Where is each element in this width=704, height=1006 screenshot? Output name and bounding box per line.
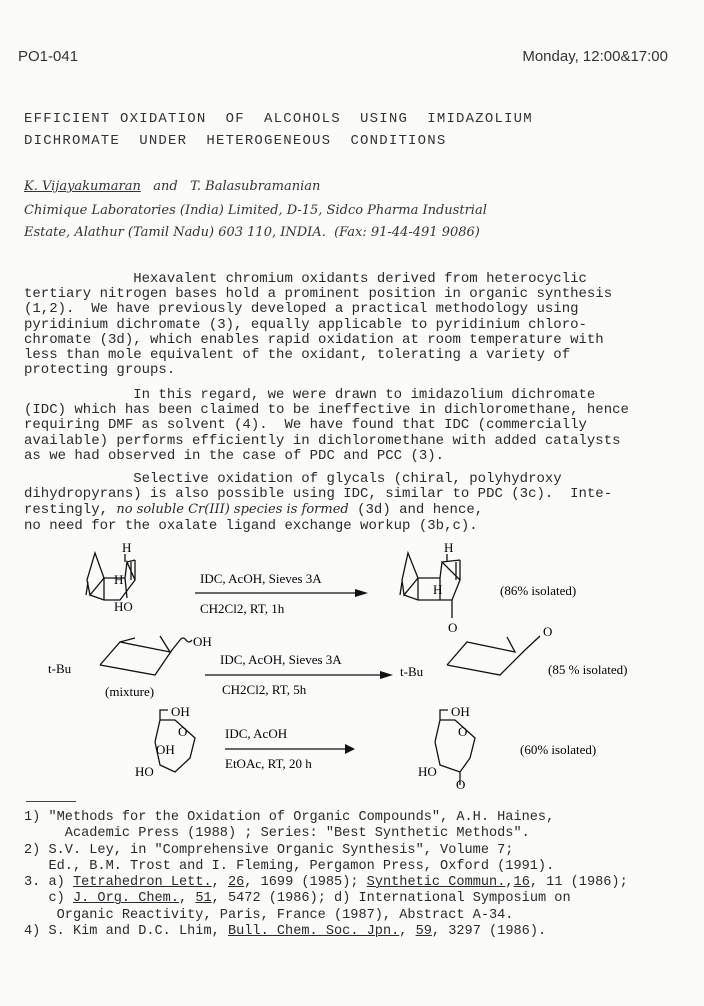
atom-label: OH bbox=[193, 634, 212, 649]
enone-pyranone-structure bbox=[435, 710, 475, 785]
text-line: available) performs efficiently in dichloromethane with added catalysts bbox=[24, 432, 621, 449]
reaction-scheme bbox=[0, 540, 704, 790]
volume: 26 bbox=[227, 875, 245, 891]
text-line: requiring DMF as solvent (4). We have found that IDC (commercially bbox=[24, 417, 587, 434]
text-line: (1,2). We have previously developed a practical methodology using bbox=[24, 301, 579, 318]
atom-label: H bbox=[114, 572, 124, 587]
text-line: tertiary nitrogen bases hold a prominent position in organic synthesis bbox=[24, 286, 613, 303]
affiliation bbox=[24, 200, 487, 244]
text-line: dihydropyrans) is also possible using IDC, similar to PDC (3c). Inte- bbox=[24, 486, 613, 503]
ref-text: , 5472 (1986); d) International Symposium on bbox=[211, 891, 571, 907]
reagents-bottom: CH2Cl2, RT, 1h bbox=[200, 601, 285, 616]
title-line-1: EFFICIENT OXIDATION OF ALCOHOLS USING IMIDAZOLIUM bbox=[24, 111, 533, 127]
mixture-label: (mixture) bbox=[105, 684, 155, 699]
ref-text: 3. a) bbox=[24, 875, 73, 891]
glucal-structure bbox=[155, 710, 195, 772]
reagents-top: IDC, AcOH bbox=[225, 726, 288, 741]
atom-label: O bbox=[456, 777, 466, 790]
authors-and: and bbox=[153, 179, 178, 194]
affiliation-line-2: Estate, Alathur (Tamil Nadu) 603 110, INDIA. (Fax: 91-44-491 9086) bbox=[24, 225, 480, 240]
paragraph-2 bbox=[24, 388, 629, 464]
cyclohexanol-structure bbox=[100, 636, 180, 675]
reference-3-line: 3. a) Tetrahedron Lett., 26, 1699 (1985); Synthetic Commun.,16, 11 (1986); bbox=[24, 875, 628, 891]
volume: 51 bbox=[195, 891, 212, 907]
journal-name: Tetrahedron Lett. bbox=[72, 875, 212, 891]
arrowhead bbox=[345, 744, 355, 754]
atom-label: O bbox=[448, 620, 458, 635]
atom-label: HO bbox=[114, 599, 133, 614]
text-line: (IDC) which has been claimed to be ineffective in dichloromethane, hence bbox=[24, 402, 629, 419]
arrowhead bbox=[355, 589, 368, 597]
references bbox=[24, 810, 628, 940]
volume: 16 bbox=[513, 875, 530, 891]
emphasis-text: no soluble Cr(III) species is formed bbox=[116, 502, 349, 518]
atom-label: OH bbox=[451, 704, 470, 719]
footnote-divider bbox=[26, 801, 76, 802]
reference-2-line: 2) S.V. Ley, in "Comprehensive Organic Synthesis", Volume 7; bbox=[24, 842, 514, 858]
reference-2-line: Ed., B.M. Trost and I. Fleming, Pergamon Press, Oxford (1991). bbox=[24, 858, 555, 874]
reference-3-line: Organic Reactivity, Paris, France (1987), Abstract A-34. bbox=[24, 907, 514, 923]
atom-label: OH bbox=[156, 742, 175, 757]
atom-label: H bbox=[122, 540, 132, 555]
norbornene-alcohol-structure bbox=[86, 553, 135, 600]
text-line: protecting groups. bbox=[24, 362, 176, 379]
affiliation-line-1: Chimique Laboratories (India) Limited, D-15, Sidco Pharma Industrial bbox=[24, 203, 487, 218]
reagents-top: IDC, AcOH, Sieves 3A bbox=[220, 652, 342, 667]
abstract-code: PO1-041 bbox=[18, 48, 79, 65]
text-fragment: (3d) and hence, bbox=[357, 502, 484, 519]
reagents-bottom: CH2Cl2, RT, 5h bbox=[222, 682, 307, 697]
atom-label: O bbox=[543, 624, 553, 639]
reference-1-line: 1) "Methods for the Oxidation of Organic Compounds", A.H. Haines, bbox=[24, 810, 555, 825]
reagents-top: IDC, AcOH, Sieves 3A bbox=[200, 571, 322, 586]
yield-label: (86% isolated) bbox=[500, 583, 577, 598]
atom-label: O bbox=[458, 724, 468, 739]
text-line: less than mole equivalent of the oxidant, tolerating a variety of bbox=[24, 347, 571, 364]
text-line: Hexavalent chromium oxidants derived from heterocyclic bbox=[24, 271, 587, 287]
second-author: T. Balasubramanian bbox=[190, 179, 321, 194]
title-line-2: DICHROMATE UNDER HETEROGENEOUS CONDITIONS bbox=[24, 133, 447, 149]
paper-title bbox=[24, 108, 533, 152]
text-line bbox=[24, 502, 612, 518]
atom-label: HO bbox=[135, 764, 154, 779]
atom-label: OH bbox=[171, 704, 190, 719]
text-line: chromate (3d), which enables rapid oxidation at room temperature with bbox=[24, 331, 604, 348]
yield-label: (85 % isolated) bbox=[548, 662, 628, 677]
paragraph-3 bbox=[24, 472, 612, 534]
ref-text: , 3297 (1986). bbox=[431, 924, 547, 940]
reference-4-line: 4) S. Kim and D.C. Lhim, Bull. Chem. Soc. Jpn., 59, 3297 (1986). bbox=[24, 924, 547, 940]
atom-label: t-Bu bbox=[48, 661, 72, 676]
atom-label: H bbox=[444, 540, 454, 555]
reference-1-line: Academic Press (1988) ; Series: "Best Synthetic Methods". bbox=[24, 826, 530, 842]
atom-label: O bbox=[178, 724, 188, 739]
text-line: as we had observed in the case of PDC and PCC (3). bbox=[24, 447, 445, 464]
authors bbox=[24, 176, 320, 198]
atom-label: t-Bu bbox=[400, 664, 424, 679]
atom-label: HO bbox=[418, 764, 437, 779]
ref-text: , 1699 (1985); bbox=[244, 875, 367, 891]
reference-3-line: c) J. Org. Chem., 51, 5472 (1986); d) International Symposium on bbox=[24, 891, 571, 907]
text-line: pyridinium dichromate (3), equally applicable to pyridinium chloro- bbox=[24, 316, 587, 333]
text-fragment: restingly, bbox=[24, 502, 109, 519]
text-line: Selective oxidation of glycals (chiral, polyhydroxy bbox=[24, 471, 562, 487]
arrowhead bbox=[380, 671, 393, 679]
atom-label: H bbox=[433, 582, 443, 597]
wavy-bond bbox=[180, 638, 192, 642]
journal-name: Synthetic Commun. bbox=[366, 875, 506, 891]
text-line: no need for the oxalate ligand exchange workup (3b,c). bbox=[24, 517, 478, 534]
paragraph-1 bbox=[24, 272, 612, 378]
text-line: In this regard, we were drawn to imidazolium dichromate bbox=[24, 387, 596, 403]
ref-text: , 11 (1986); bbox=[529, 875, 628, 891]
yield-label: (60% isolated) bbox=[520, 742, 597, 757]
reagents-bottom: EtOAc, RT, 20 h bbox=[225, 756, 312, 771]
norbornene-enone-structure bbox=[400, 553, 460, 618]
presenting-author: K. Vijayakumaran bbox=[24, 179, 141, 194]
volume: 59 bbox=[415, 924, 432, 940]
ref-text: 4) S. Kim and D.C. Lhim, bbox=[24, 924, 228, 940]
cyclohexanone-structure bbox=[447, 636, 540, 675]
journal-name: Bull. Chem. Soc. Jpn. bbox=[227, 924, 400, 940]
session-time: Monday, 12:00&17:00 bbox=[522, 48, 668, 65]
journal-name: J. Org. Chem. bbox=[72, 891, 180, 907]
ref-text: c) bbox=[24, 891, 73, 907]
